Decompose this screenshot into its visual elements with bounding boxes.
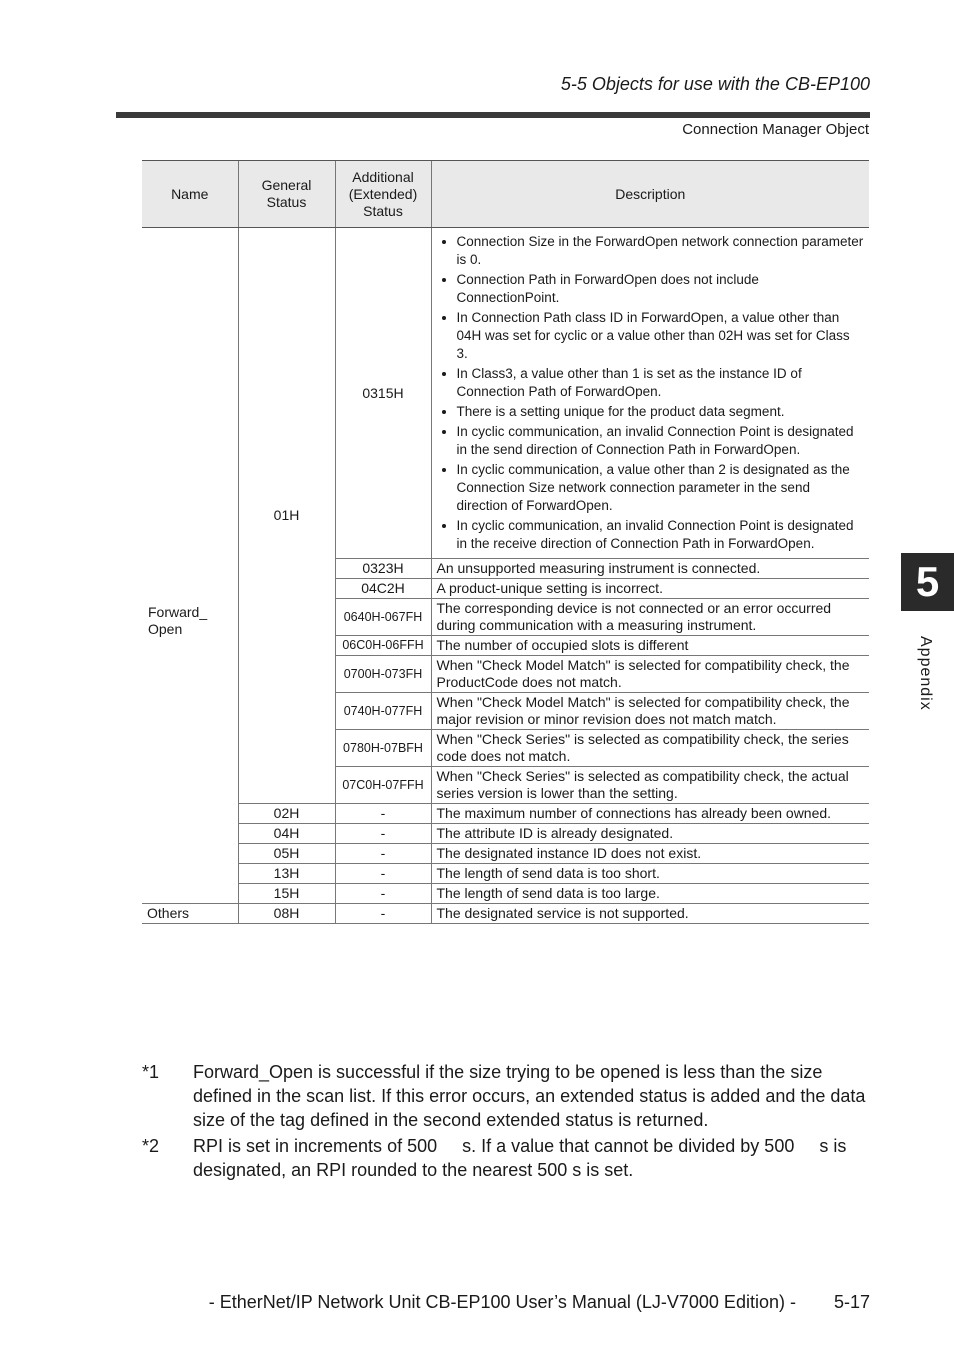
general-status-cell: 13H (238, 864, 335, 884)
description-cell: The number of occupied slots is different (431, 636, 869, 656)
extended-status-cell: 0740H-077FH (335, 693, 431, 730)
footnote-text: Forward_Open is successful if the size trying to be opened is less than the size defined in the scan list. If this error occurs, an extended status is added and the data size of the tag defined in the second extended status is returned. (193, 1062, 866, 1130)
extended-status-cell: 04C2H (335, 579, 431, 599)
condition-bullet: • In cyclic communication, a value other than 2 is designated as the Connection Size network connection parameter in the send direction of ForwardOpen. (457, 461, 865, 515)
extended-status-cell: 06C0H-06FFH (335, 636, 431, 656)
condition-bullet: • In cyclic communication, an invalid Connection Point is designated in the receive direction of Connection Path in ForwardOpen. (457, 517, 865, 553)
extended-status-cell: - (335, 824, 431, 844)
footnote-1 (142, 1060, 869, 1132)
footnote-text: RPI is set in increments of 500 s. If a value that cannot be divided by 500 s is designated, an RPI rounded to the nearest 500 s is set. (193, 1136, 852, 1180)
general-status-cell: 05H (238, 844, 335, 864)
description-cell: When "Check Series" is selected as compatibility check, the series code does not match. (431, 730, 869, 767)
description-cell: An unsupported measuring instrument is connected. (431, 559, 869, 579)
others-name-cell: Others (142, 904, 238, 924)
manual-title: - EtherNet/IP Network Unit CB-EP100 User’s Manual (LJ-V7000 Edition) - (208, 1292, 796, 1312)
condition-bullet: • In cyclic communication, an invalid Connection Point is designated in the send direction of Connection Path in ForwardOpen. (457, 423, 865, 459)
condition-bullet-list (437, 233, 865, 553)
page-footer (150, 1292, 870, 1313)
header-description: Description (431, 161, 869, 228)
description-cell: The length of send data is too short. (431, 864, 869, 884)
condition-bullet: • In Class3, a value other than 1 is set as the instance ID of Connection Path of ForwardOpen. (457, 365, 865, 401)
extended-status-cell: 0323H (335, 559, 431, 579)
footnote-mark: *1 (142, 1062, 160, 1082)
table-row (142, 904, 869, 924)
table-header-row (142, 161, 869, 228)
description-cell: The attribute ID is already designated. (431, 824, 869, 844)
description-cell: When "Check Model Match" is selected for compatibility check, the major revision or minor revision does not match match. (431, 693, 869, 730)
chapter-number-tab: 5 (901, 553, 954, 611)
table-row (142, 804, 869, 824)
footnote-mark: *2 (142, 1136, 160, 1156)
header-general-status: General Status (238, 161, 335, 228)
general-status-01h-cell: 01H (238, 228, 335, 804)
description-cell: The designated instance ID does not exist. (431, 844, 869, 864)
extended-status-cell: 0780H-07BFH (335, 730, 431, 767)
ext-status-0315h-cell: 0315H (335, 228, 431, 559)
header-rule (116, 112, 870, 118)
description-cell: The length of send data is too large. (431, 884, 869, 904)
table-row (142, 228, 869, 559)
description-0315h-cell (431, 228, 869, 559)
extended-status-cell: 07C0H-07FFH (335, 767, 431, 804)
description-cell: The maximum number of connections has already been owned. (431, 804, 869, 824)
condition-bullet: • Connection Path in ForwardOpen does not include ConnectionPoint. (457, 271, 865, 307)
extended-status-cell: 0700H-073FH (335, 656, 431, 693)
table-row (142, 844, 869, 864)
description-cell: When "Check Model Match" is selected for compatibility check, the ProductCode does not match. (431, 656, 869, 693)
page-number: 5-17 (833, 1292, 870, 1312)
table-row (142, 824, 869, 844)
extended-status-cell: - (335, 864, 431, 884)
subsection-title: Connection Manager Object (682, 121, 869, 138)
forward-open-name-cell: Forward_ Open (142, 228, 238, 904)
table-row (142, 864, 869, 884)
description-cell: A product-unique setting is incorrect. (431, 579, 869, 599)
description-cell: The designated service is not supported. (431, 904, 869, 924)
condition-bullet: • Connection Size in the ForwardOpen network connection parameter is 0. (457, 233, 865, 269)
description-cell: The corresponding device is not connected or an error occurred during communication with a measuring instrument. (431, 599, 869, 636)
general-status-cell: 02H (238, 804, 335, 824)
description-cell: When "Check Series" is selected as compatibility check, the actual series version is lower than the setting. (431, 767, 869, 804)
general-status-cell: 15H (238, 884, 335, 904)
footnote-2 (142, 1134, 869, 1182)
table-row (142, 884, 869, 904)
condition-bullet: • There is a setting unique for the product data segment. (457, 403, 865, 421)
section-title: 5-5 Objects for use with the CB-EP100 (560, 74, 870, 94)
header-additional-status: Additional (Extended) Status (335, 161, 431, 228)
chapter-label: Appendix (917, 636, 934, 711)
extended-status-cell: - (335, 884, 431, 904)
general-status-cell: 04H (238, 824, 335, 844)
extended-status-cell: - (335, 804, 431, 824)
condition-bullet: • In Connection Path class ID in ForwardOpen, a value other than 04H was set for cyclic or a value other than 02H was set for Class 3. (457, 309, 865, 363)
extended-status-cell: - (335, 904, 431, 924)
connection-manager-status-table (142, 160, 869, 924)
extended-status-cell: 0640H-067FH (335, 599, 431, 636)
header-name: Name (142, 161, 238, 228)
extended-status-cell: - (335, 844, 431, 864)
footnotes (142, 1060, 869, 1184)
general-status-cell: 08H (238, 904, 335, 924)
